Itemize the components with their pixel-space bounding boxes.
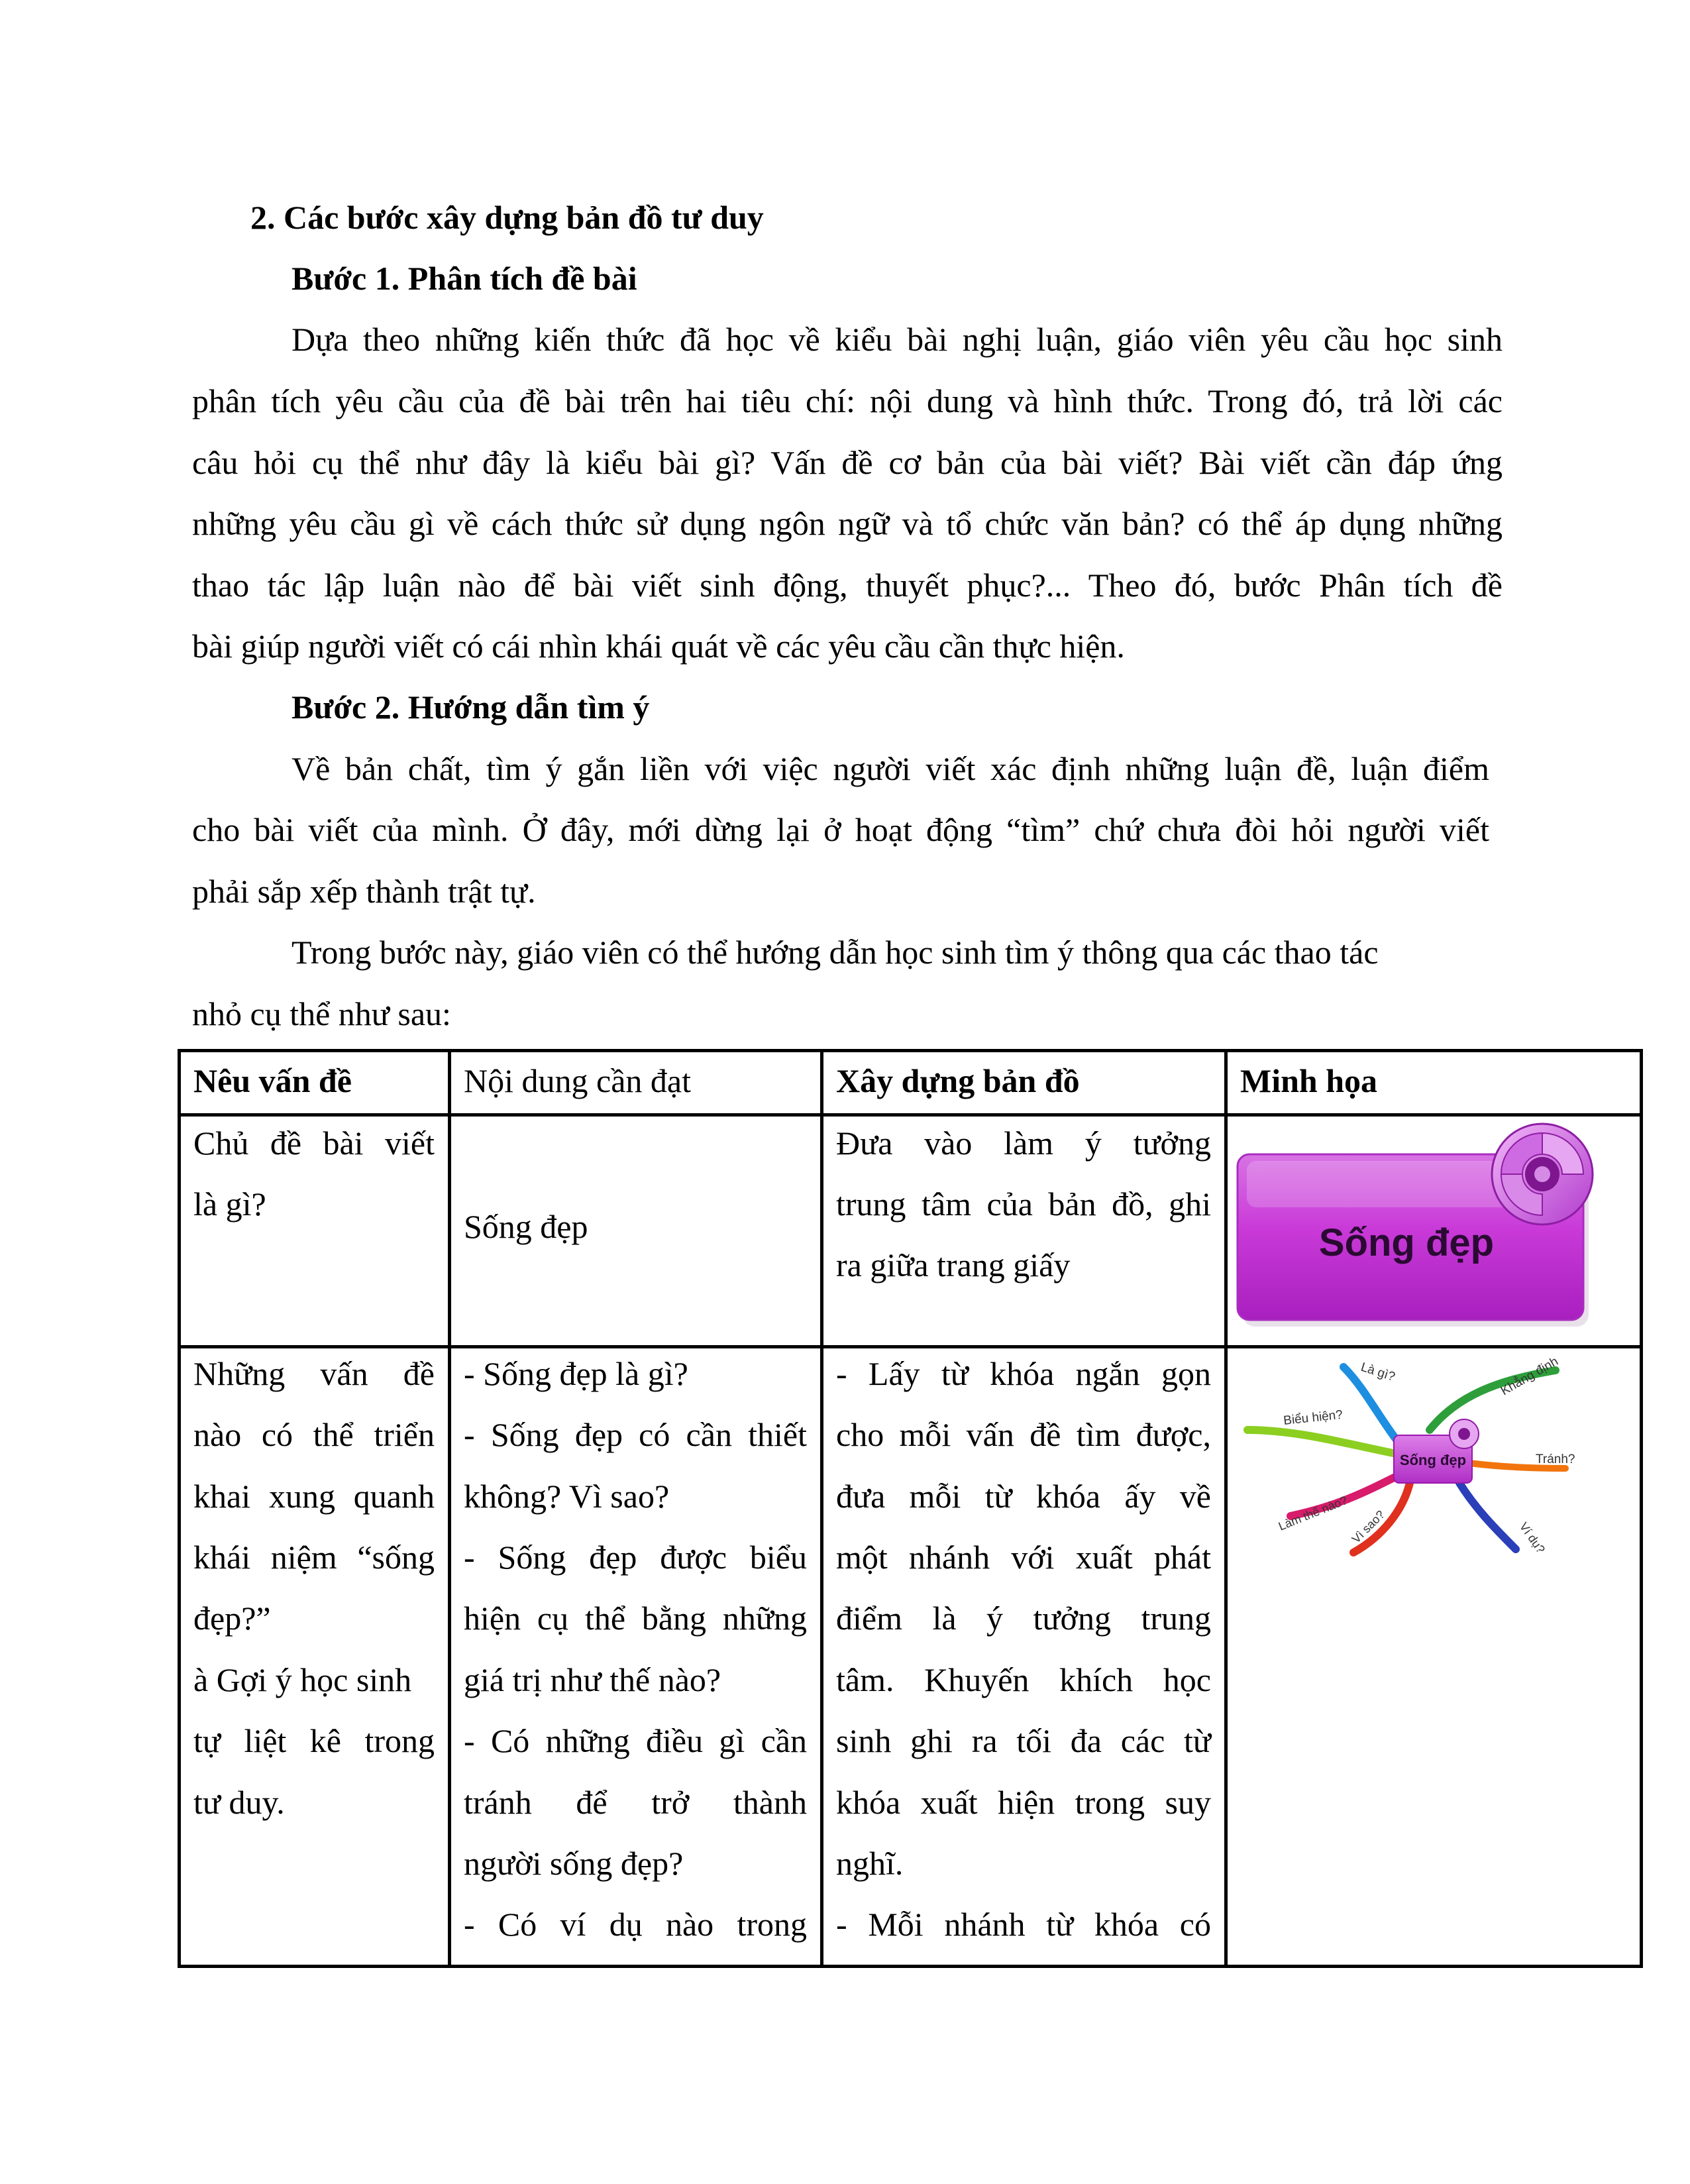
table-header: Nêu vấn đề xyxy=(193,1062,352,1099)
table-cell: khái niệm “sống xyxy=(193,1539,435,1576)
mindmap-center-label: Sống đẹp xyxy=(1399,1452,1467,1468)
step1-line: bài giúp người viết có cái nhìn khái quát về các yêu cầu cần thực hiện. xyxy=(192,628,1125,665)
mindmap-branch-label: Ví dụ? xyxy=(1516,1519,1548,1556)
mindmap-branch-label: Tránh? xyxy=(1536,1452,1575,1466)
table-cell: hiện cụ thể bằng những xyxy=(464,1600,807,1637)
gear-icon xyxy=(1450,1419,1479,1448)
mindmap-branch-label: Biểu hiện? xyxy=(1283,1407,1344,1428)
table-cell: cho mỗi vấn đề tìm được, xyxy=(836,1416,1211,1453)
table-cell: nghĩ. xyxy=(836,1845,904,1882)
table-cell: sinh ghi ra tối đa các từ xyxy=(836,1722,1211,1759)
table-rule xyxy=(178,1345,1643,1348)
mindmap-branch-label: Làm thế nào? xyxy=(1277,1493,1349,1533)
table-rule xyxy=(1224,1049,1228,1968)
table-cell: - Lấy từ khóa ngắn gọn xyxy=(836,1355,1211,1392)
gear-icon xyxy=(1492,1124,1593,1225)
step2-para1-line: Về bản chất, tìm ý gắn liền với việc người viết xác định những luận đề, luận điểm xyxy=(291,750,1489,787)
steps-table xyxy=(178,1049,1643,1968)
step2-para2-line: nhỏ cụ thể như sau: xyxy=(192,995,451,1032)
step2-heading: Bước 2. Hướng dẫn tìm ý xyxy=(291,688,650,726)
table-rule xyxy=(178,1049,181,1968)
table-cell: một nhánh với xuất phát xyxy=(836,1539,1211,1576)
table-rule xyxy=(448,1049,451,1968)
table-cell: người sống đẹp? xyxy=(464,1845,684,1882)
table-cell: - Mỗi nhánh từ khóa có xyxy=(836,1906,1211,1943)
step1-line: thao tác lập luận nào để bài viết sinh động, thuyết phục?... Theo đó, bước Phân tích đề xyxy=(192,567,1503,604)
table-cell: khai xung quanh xyxy=(193,1478,435,1515)
mindmap-branch-label: Là gì? xyxy=(1359,1360,1397,1385)
table-cell: - Có ví dụ nào trong xyxy=(464,1906,807,1943)
step1-line: câu hỏi cụ thể như đây là kiểu bài gì? Vấn đề cơ bản của bài viết? Bài viết cần đáp ứng xyxy=(192,444,1503,481)
table-cell: nào có thể triển xyxy=(193,1416,435,1453)
step1-heading: Bước 1. Phân tích đề bài xyxy=(291,260,637,297)
step1-line: Dựa theo những kiến thức đã học về kiểu bài nghị luận, giáo viên yêu cầu học sinh xyxy=(291,321,1503,358)
table-cell: là gì? xyxy=(193,1185,266,1223)
table-cell: Đưa vào làm ý tưởng xyxy=(836,1124,1211,1162)
table-cell: à Gợi ý học sinh xyxy=(193,1661,412,1698)
table-cell: đẹp?” xyxy=(193,1600,271,1637)
step2-para1-line: phải sắp xếp thành trật tự. xyxy=(192,873,536,910)
table-header: Minh họa xyxy=(1240,1062,1378,1099)
step2-para2-line: Trong bước này, giáo viên có thể hướng dẫn học sinh tìm ý thông qua các thao tác xyxy=(291,934,1379,971)
table-header: Nội dung cần đạt xyxy=(464,1062,691,1099)
table-cell: tránh để trở thành xyxy=(464,1784,807,1821)
mindmap-branch-label: Khẳng định xyxy=(1499,1354,1561,1399)
table-cell: Sống đẹp xyxy=(464,1208,588,1245)
step2-para1-line: cho bài viết của mình. Ở đây, mới dừng lại ở hoạt động “tìm” chứ chưa đòi hỏi người viết xyxy=(192,811,1489,848)
table-cell: Những vấn đề xyxy=(193,1355,435,1392)
table-rule xyxy=(178,1965,1643,1968)
table-cell: tự liệt kê trong xyxy=(193,1722,435,1759)
step1-line: những yêu cầu gì về cách thức sử dụng ngôn ngữ và tổ chức văn bản? có thể áp dụng những xyxy=(192,505,1503,542)
mindmap-branch xyxy=(1459,1483,1516,1549)
table-header: Xây dựng bản đồ xyxy=(836,1062,1080,1099)
mind-map-illustration xyxy=(1231,1350,1636,1569)
table-cell: - Có những điều gì cần xyxy=(464,1722,807,1759)
mindmap-branch xyxy=(1247,1430,1393,1453)
table-cell: không? Vì sao? xyxy=(464,1478,670,1515)
table-cell: - Sống đẹp có cần thiết xyxy=(464,1416,807,1453)
table-cell: - Sống đẹp được biểu xyxy=(464,1539,807,1576)
table-rule xyxy=(1640,1049,1643,1968)
table-cell: - Sống đẹp là gì? xyxy=(464,1355,688,1392)
table-cell: đưa mỗi từ khóa ấy về xyxy=(836,1478,1211,1515)
song-dep-card-illustration xyxy=(1231,1120,1636,1342)
table-cell: giá trị như thế nào? xyxy=(464,1661,721,1698)
mindmap-branch-label: Vì sao? xyxy=(1349,1507,1387,1546)
table-cell: điểm là ý tưởng trung xyxy=(836,1600,1211,1637)
table-rule xyxy=(820,1049,823,1968)
table-cell: ra giữa trang giấy xyxy=(836,1246,1071,1283)
illustration-card-label: Sống đẹp xyxy=(1318,1221,1495,1264)
table-rule xyxy=(178,1049,1643,1052)
table-cell: khóa xuất hiện trong suy xyxy=(836,1784,1211,1821)
table-cell: tâm. Khuyến khích học xyxy=(836,1661,1211,1698)
table-cell: trung tâm của bản đồ, ghi xyxy=(836,1185,1211,1223)
step1-line: phân tích yêu cầu của đề bài trên hai tiêu chí: nội dung và hình thức. Trong đó, trả lời các xyxy=(192,382,1503,419)
table-cell: tư duy. xyxy=(193,1784,285,1821)
table-cell: Chủ đề bài viết xyxy=(193,1124,435,1162)
section-heading: 2. Các bước xây dựng bản đồ tư duy xyxy=(250,199,764,236)
table-rule xyxy=(178,1113,1643,1117)
